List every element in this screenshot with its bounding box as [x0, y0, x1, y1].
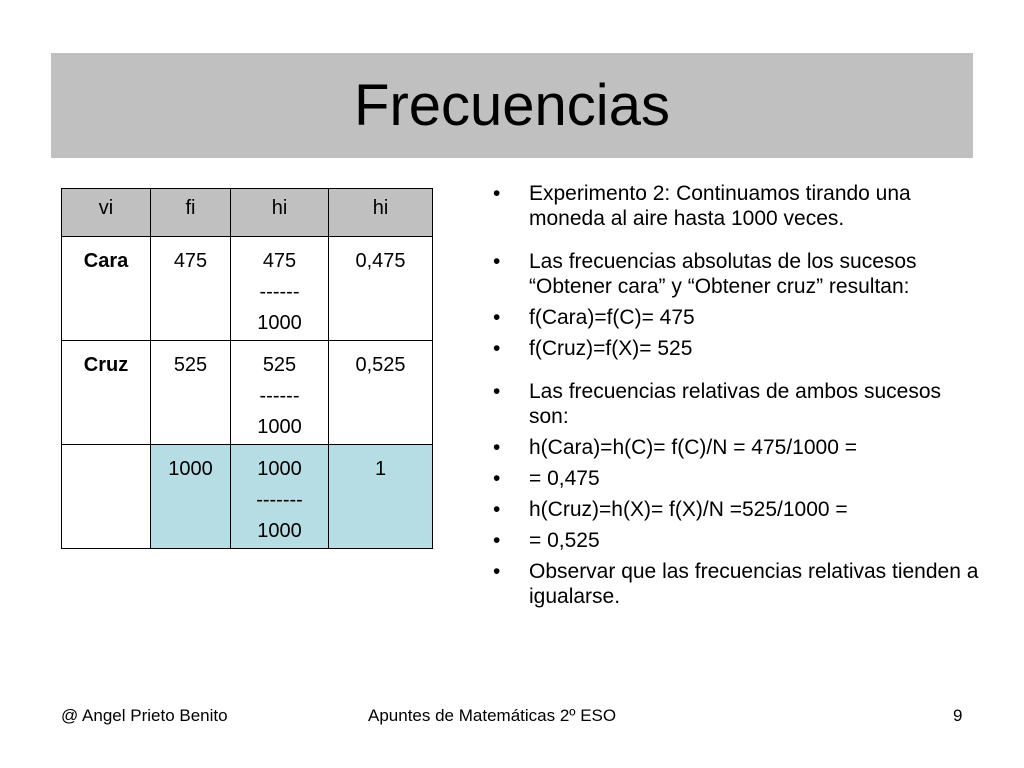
bullet-text: h(Cara)=h(C)= f(C)/N = 475/1000 =	[529, 436, 857, 459]
cell-hi-decimal-total: 1	[329, 445, 433, 549]
bullet-text: = 0,525	[529, 529, 600, 552]
bullet-text: Experimento 2: Continuamos tirando una moneda al aire hasta 1000 veces.	[529, 182, 911, 230]
cell-hi-fraction	[231, 341, 329, 445]
cell-hi-fraction-total	[231, 445, 329, 549]
table-row	[62, 341, 433, 445]
bullet-item	[493, 305, 983, 330]
bullet-text: f(Cruz)=f(X)= 525	[529, 337, 693, 360]
header-hi-fraction: hi	[231, 189, 329, 237]
denominator: 1000	[257, 312, 302, 334]
bullet-text: Las frecuencias absolutas de los sucesos “Obtener cara” y “Obtener cruz” resultan:	[529, 250, 917, 298]
bullet-item	[493, 181, 983, 231]
fraction-bar: -------	[256, 489, 303, 511]
numerator: 525	[262, 354, 297, 376]
bullet-dot-icon: •	[493, 337, 501, 360]
bullet-dot-icon: •	[493, 498, 501, 521]
bullet-item	[493, 466, 983, 491]
bullet-dot-icon: •	[493, 306, 501, 329]
row-label-cruz: Cruz	[62, 341, 151, 445]
slide-title: Frecuencias	[354, 72, 670, 138]
bullet-item	[493, 249, 983, 299]
bullet-text: Observar que las frecuencias relativas tienden a igualarse.	[529, 560, 979, 608]
bullet-text: = 0,475	[529, 467, 600, 490]
header-hi-decimal: hi	[329, 189, 433, 237]
cell-hi-decimal: 0,525	[329, 341, 433, 445]
bullet-dot-icon: •	[493, 560, 501, 583]
bullet-item	[493, 435, 983, 460]
denominator: 1000	[257, 416, 302, 438]
bullet-text: Las frecuencias relativas de ambos sucesos son:	[529, 380, 942, 428]
cell-fi-total: 1000	[151, 445, 231, 549]
bullet-text: f(Cara)=f(C)= 475	[529, 306, 695, 329]
denominator: 1000	[257, 520, 302, 542]
bullet-dot-icon: •	[493, 529, 501, 552]
bullet-item	[493, 497, 983, 522]
bullet-text: h(Cruz)=h(X)= f(X)/N =525/1000 =	[529, 498, 848, 521]
row-label-empty	[62, 445, 151, 549]
bullet-item	[493, 559, 983, 609]
row-label-cara: Cara	[62, 237, 151, 341]
bullet-dot-icon: •	[493, 380, 501, 403]
cell-fi: 525	[151, 341, 231, 445]
header-fi: fi	[151, 189, 231, 237]
bullet-dot-icon: •	[493, 182, 501, 205]
footer-author: @ Angel Prieto Benito	[61, 706, 228, 725]
table-row	[62, 237, 433, 341]
header-vi: vi	[62, 189, 151, 237]
footer-course: Apuntes de Matemáticas 2º ESO	[368, 706, 617, 725]
fraction-bar: ------	[259, 281, 300, 303]
cell-hi-decimal: 0,475	[329, 237, 433, 341]
bullet-dot-icon: •	[493, 250, 501, 273]
cell-hi-fraction	[231, 237, 329, 341]
footer-page-number: 9	[953, 706, 963, 725]
bullet-dot-icon: •	[493, 436, 501, 459]
numerator: 1000	[257, 458, 302, 480]
frequency-table	[61, 188, 433, 549]
bullet-item	[493, 528, 983, 553]
bullet-list	[493, 181, 983, 615]
fraction-bar: ------	[259, 385, 300, 407]
table-total-row	[62, 445, 433, 549]
numerator: 475	[262, 250, 297, 272]
title-band	[51, 53, 973, 158]
bullet-item	[493, 379, 983, 429]
cell-fi: 475	[151, 237, 231, 341]
table-header-row	[62, 189, 433, 237]
bullet-item	[493, 336, 983, 361]
bullet-dot-icon: •	[493, 467, 501, 490]
